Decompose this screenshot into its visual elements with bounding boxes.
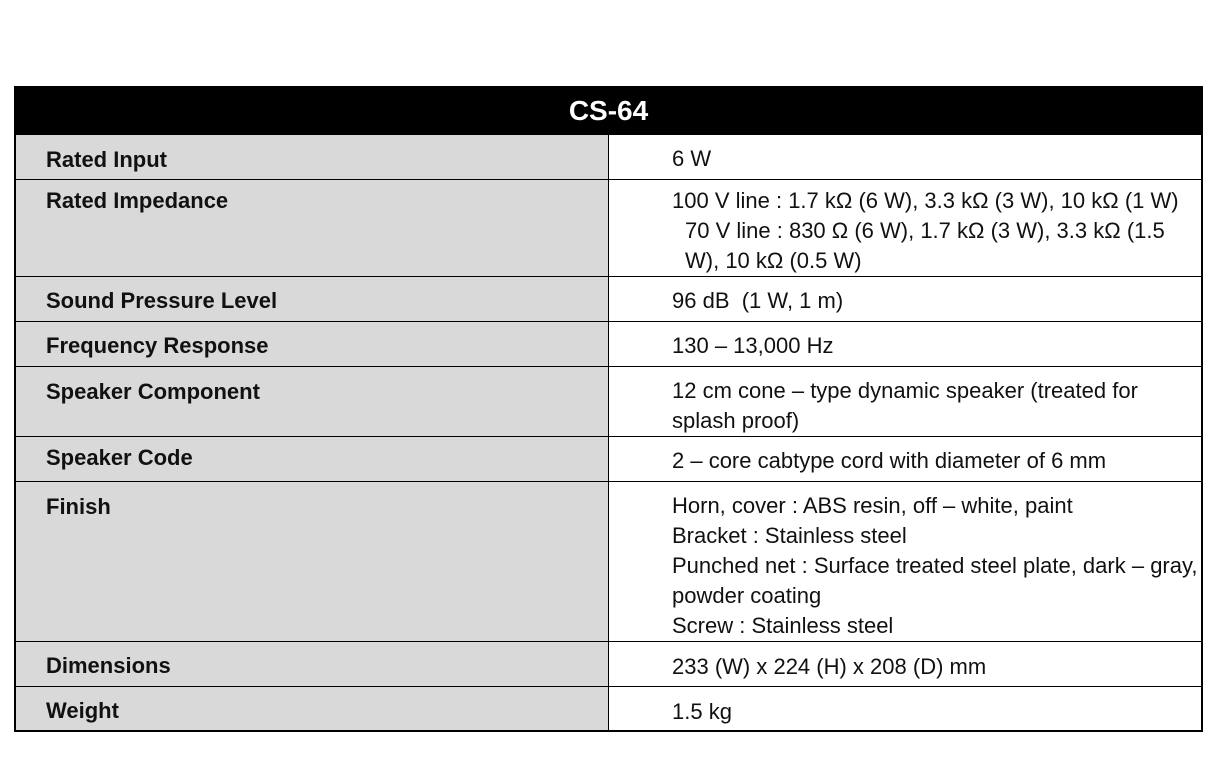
spec-value-cell: [609, 277, 1203, 322]
spec-row-dimensions: [15, 642, 1202, 687]
spec-row-frequency-response: [15, 322, 1202, 367]
spec-label-cell: [15, 687, 609, 731]
spec-row-sound-pressure-level: [15, 277, 1202, 322]
spec-label-cell: [15, 367, 609, 437]
spec-value-line: Punched net : Surface treated steel plate, dark – gray, powder coating: [672, 553, 1198, 608]
spec-label: Weight: [46, 698, 119, 723]
spec-value-line: 70 V line : 830 Ω (6 W), 1.7 kΩ (3 W), 3.3 kΩ (1.5 W), 10 kΩ (0.5 W): [685, 218, 1165, 273]
spec-value-line: 6 W: [672, 146, 712, 171]
spec-label: Rated Input: [46, 147, 167, 172]
spec-value: [672, 642, 1201, 682]
spec-row-rated-impedance: [15, 180, 1202, 277]
spec-label: Dimensions: [46, 653, 171, 678]
spec-label: Frequency Response: [46, 333, 269, 358]
spec-value: [672, 135, 1201, 174]
spec-label-cell: [15, 277, 609, 322]
spec-value-line: Bracket : Stainless steel: [672, 523, 907, 548]
title-row: [15, 87, 1202, 135]
spec-value-line: 96 dB (1 W, 1 m): [672, 288, 844, 313]
spec-label-cell: [15, 135, 609, 180]
spec-value-line: 2 – core cabtype cord with diameter of 6 mm: [672, 448, 1107, 473]
spec-label: Finish: [46, 494, 111, 519]
spec-value-cell: [609, 687, 1203, 731]
spec-label: Speaker Code: [46, 445, 193, 470]
spec-value: [672, 687, 1201, 727]
spec-value-line: 233 (W) x 224 (H) x 208 (D) mm: [672, 654, 987, 679]
model-title: CS-64: [15, 87, 1202, 135]
spec-label-cell: [15, 322, 609, 367]
spec-row-finish: [15, 482, 1202, 642]
spec-value-cell: [609, 180, 1203, 277]
spec-row-speaker-code: [15, 437, 1202, 482]
spec-value-cell: [609, 135, 1203, 180]
spec-value: [672, 180, 1201, 276]
spec-label-cell: [15, 642, 609, 687]
spec-label: Speaker Component: [46, 379, 260, 404]
spec-table: [14, 86, 1203, 732]
spec-value: [672, 322, 1201, 361]
spec-value: [672, 482, 1201, 641]
spec-value-line: 130 – 13,000 Hz: [672, 333, 834, 358]
spec-label-cell: [15, 180, 609, 277]
spec-value-line: Horn, cover : ABS resin, off – white, paint: [672, 493, 1073, 518]
spec-value: [672, 437, 1201, 476]
spec-value: [672, 277, 1201, 316]
spec-value-cell: [609, 367, 1203, 437]
spec-label: Rated Impedance: [46, 188, 229, 213]
spec-label-cell: [15, 482, 609, 642]
spec-value: [672, 367, 1201, 436]
spec-row-weight: [15, 687, 1202, 731]
spec-value-cell: [609, 482, 1203, 642]
spec-value-line: Screw : Stainless steel: [672, 613, 894, 638]
spec-value-cell: [609, 322, 1203, 367]
spec-row-rated-input: [15, 135, 1202, 180]
spec-label: Sound Pressure Level: [46, 288, 278, 313]
spec-value-line: 100 V line : 1.7 kΩ (6 W), 3.3 kΩ (3 W), 10 kΩ (1 W): [672, 188, 1179, 213]
spec-value-cell: [609, 437, 1203, 482]
spec-label-cell: [15, 437, 609, 482]
spec-row-speaker-component: [15, 367, 1202, 437]
spec-value-line: 12 cm cone – type dynamic speaker (treated for splash proof): [672, 378, 1138, 433]
spec-value-cell: [609, 642, 1203, 687]
spec-value-line: 1.5 kg: [672, 699, 732, 724]
